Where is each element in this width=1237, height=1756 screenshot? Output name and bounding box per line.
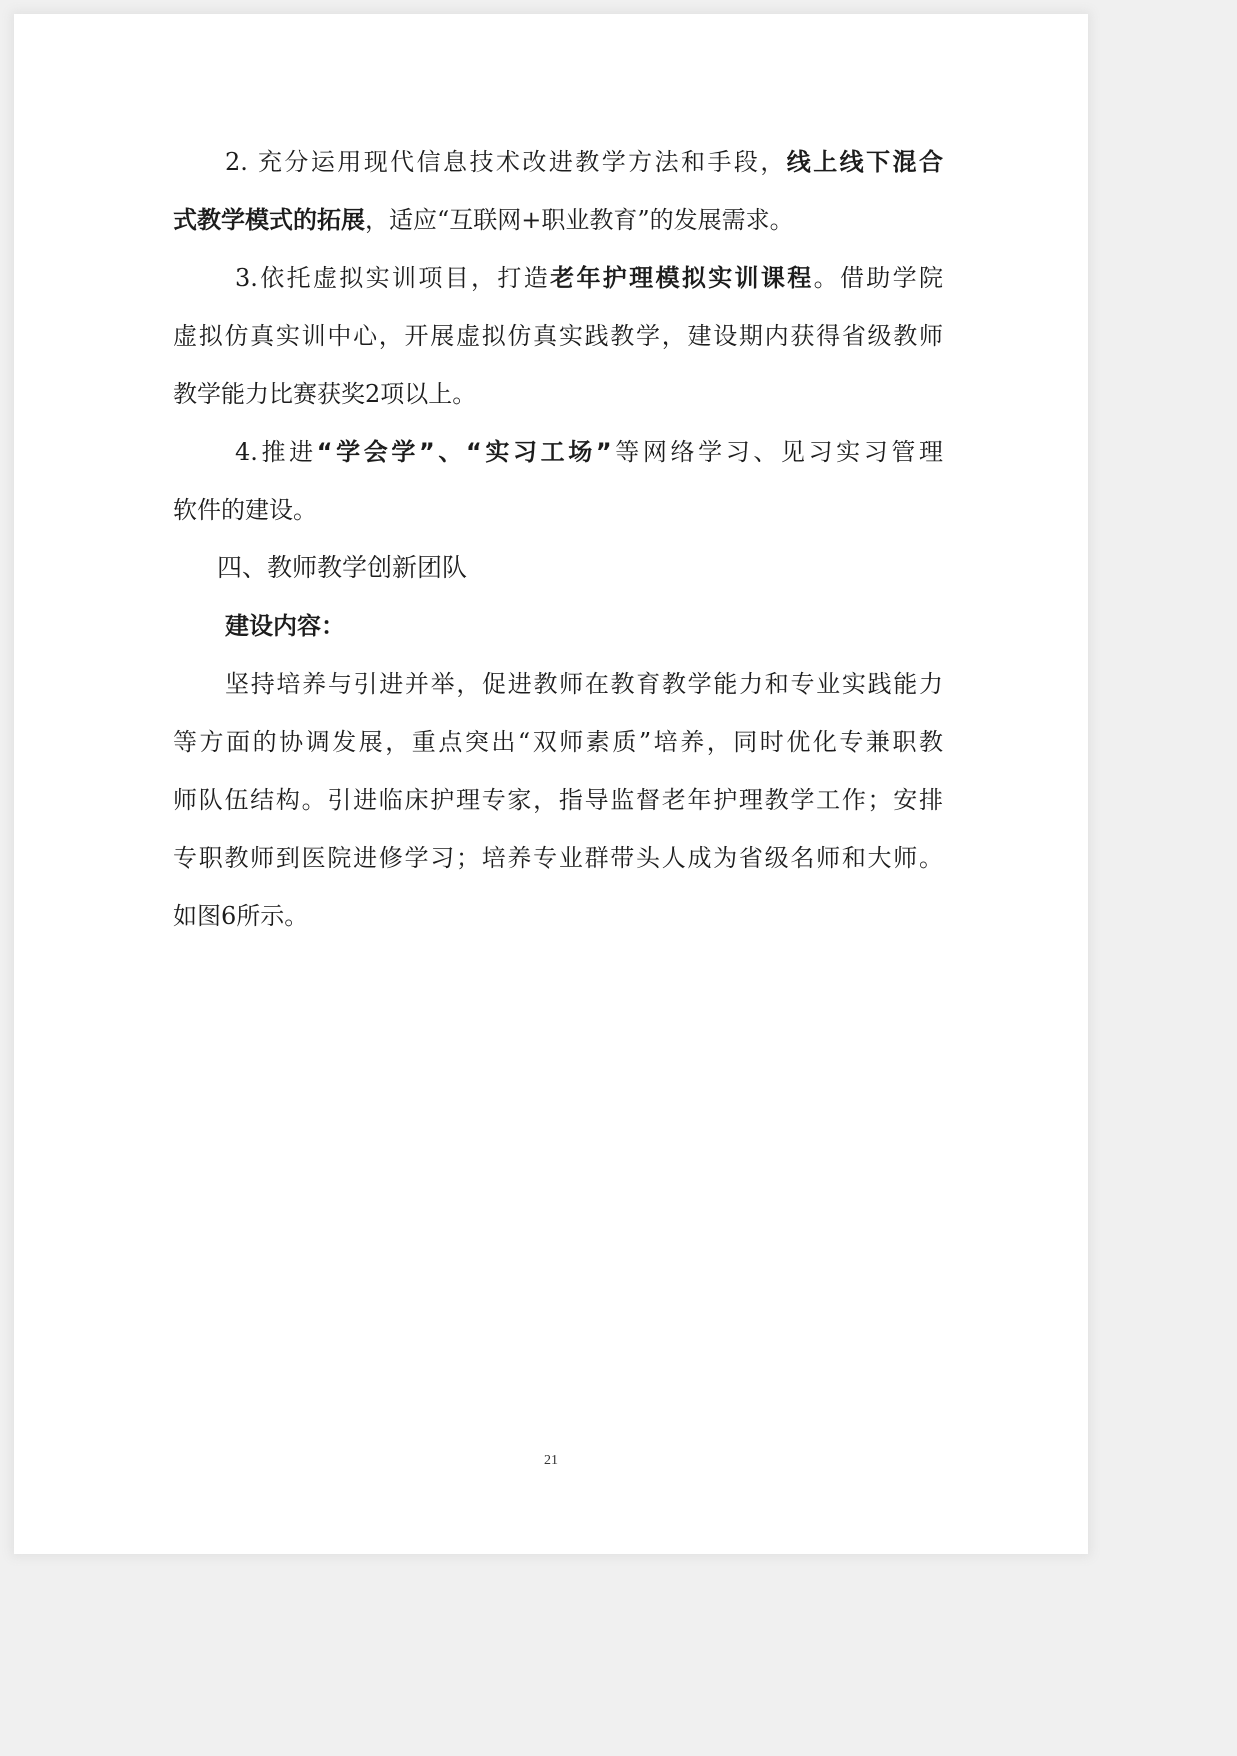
paragraph-line3: 师队伍结构。引进临床护理专家，指导监督老年护理教学工作；安排 — [173, 786, 943, 814]
paragraph-line4: 专职教师到医院进修学习；培养专业群带头人成为省级名师和大师。 — [173, 844, 943, 872]
paragraph-line5: 如图6所示。 — [173, 902, 309, 930]
section-subheading: 建设内容： — [225, 612, 345, 640]
item2-line2 — [173, 200, 943, 240]
item4-line2: 软件的建设。 — [173, 496, 317, 524]
paragraph-line2: 等方面的协调发展，重点突出“双师素质”培养，同时优化专兼职教 — [173, 728, 943, 756]
item3-line1 — [173, 258, 943, 298]
paragraph-line1: 坚持培养与引进并举，促进教师在教育教学能力和专业实践能力 — [225, 670, 943, 698]
item3-line2: 虚拟仿真实训中心，开展虚拟仿真实践教学，建设期内获得省级教师 — [173, 322, 943, 350]
page-number: 21 — [544, 1453, 558, 1468]
item4-line1-tail: 等网络学习、见习实习管理 — [611, 438, 944, 466]
item2-line1 — [173, 142, 943, 182]
item4-line1-text: 4.推进 — [235, 438, 317, 466]
item2-line1-bold: 线上线下混合 — [786, 148, 944, 176]
item3-line3: 教学能力比赛获奖2项以上。 — [173, 380, 477, 408]
item2-line2-text: ，适应“互联网+职业教育”的发展需求。 — [365, 206, 794, 234]
item3-line1-bold: 老年护理模拟实训课程 — [550, 264, 814, 292]
section-heading: 四、教师教学创新团队 — [217, 553, 468, 582]
item3-line1-text: 3.依托虚拟实训项目，打造 — [235, 264, 551, 292]
item4-line1-bold: “学会学”、“实习工场” — [316, 438, 612, 466]
item2-line2-bold: 式教学模式的拓展 — [173, 206, 365, 234]
item4-line1 — [173, 432, 943, 472]
item3-line1-tail: 。借助学院 — [813, 264, 944, 292]
item2-line1-text: 2. 充分运用现代信息技术改进教学方法和手段， — [225, 148, 787, 176]
